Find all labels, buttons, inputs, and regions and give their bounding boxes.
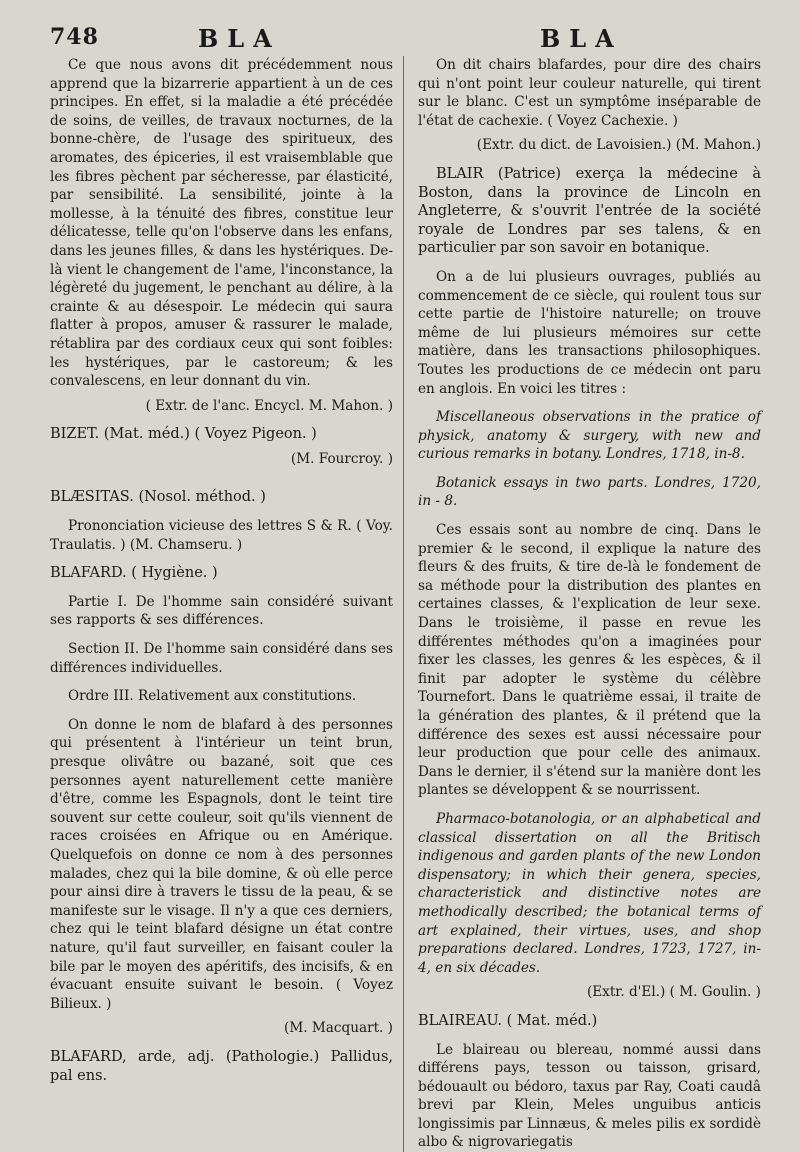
book-title: Miscellaneous observations in the pratice of physick, anatomy & surgery, with new and curious remarks in botany. Londres, 1718, in-8. — [418, 408, 761, 464]
book-title: Pharmaco-botanologia, or an alphabetical and classical dissertation on all the Britisch indigenous and garden plants of the new London dispensatory; in which their genera, species, characteristick and distinctive notes are methodically described; the botanical terms of art explained, their virtues, uses, and shop preparations declared. Londres, 1723, 1727, in-4, en six décades. — [418, 810, 761, 977]
ordre-heading: Ordre III. Relativement aux constitutions. — [50, 687, 393, 706]
section-heading: Section II. De l'homme sain considéré dans ses différences individuelles. — [50, 640, 393, 677]
paragraph: On dit chairs blafardes, pour dire des chairs qui n'ont point leur couleur naturelle, qui tirent sur le blanc. C'est un symptôme inséparable de l'état de cachexie. ( Voyez Cachexie. ) — [418, 56, 761, 130]
entry-blafard: BLAFARD. ( Hygiène. ) — [50, 564, 393, 583]
book-title: Botanick essays in two parts. Londres, 1720, in - 8. — [418, 474, 761, 511]
paragraph: Le blaireau ou blereau, nommé aussi dans différens pays, tesson ou taisson, grisard, bédouault ou bédoro, taxus par Ray, Coati caudâ brevi par Klein, Meles unguibus anticis longissimis par Linnæus, & meles pilis ex sordidè albo & nigrovariegatis — [418, 1041, 761, 1152]
author-note: (M. Fourcroy. ) — [50, 450, 393, 469]
entry-blafard-adj: BLAFARD, arde, adj. (Pathologie.) Pallidus, pal ens. — [50, 1048, 393, 1085]
source-note: (Extr. d'El.) ( M. Goulin. ) — [418, 983, 761, 1002]
entry-blair: BLAIR (Patrice) exerça la médecine à Boston, dans la province de Lincoln en Angleterre, & s'ouvrit l'entrée de la société royale de Londres par ses talens, & en particulier par son savoir en botanique. — [418, 165, 761, 258]
source-note: (Extr. du dict. de Lavoisien.) (M. Mahon.) — [418, 136, 761, 155]
paragraph: On donne le nom de blafard à des personnes qui présentent à l'intérieur un teint brun, presque olivâtre ou bazané, soit que ces personnes ayent naturellement cette manière d'être, comme les Espagnols, dont le teint tire souvent sur cette couleur, soit qu'ils viennent de races croisées en Afrique ou en Amérique. Quelquefois on donne ce nom à des personnes malades, chez qui la bile domine, & où elle perce pour ainsi dire à travers le tissu de la peau, & se manifeste sur le visage. Il n'y a que ces derniers, chez qui le teint blafard désigne un état contre nature, qu'il faut surveiller, en faisant couler la bile par le moyen des apéritifs, des incisifs, & en évacuant ensuite suivant le besoin. ( Voyez Bilieux. ) — [50, 716, 393, 1014]
entry-blaireau: BLAIREAU. ( Mat. méd.) — [418, 1012, 761, 1031]
partie-heading: Partie I. De l'homme sain considéré suivant ses rapports & ses différences. — [50, 593, 393, 630]
paragraph: Ce que nous avons dit précédemment nous apprend que la bizarrerie appartient à un de ces principes. En effet, si la maladie a été précédée de soins, de veilles, de travaux nocturnes, de la bonne-chère, de l'usage des spiritueux, des aromates, des épiceries, il est vraisemblable que les fibres pèchent par sécheresse, par élasticité, par sensibilité. La sensibilité, jointe à la mollesse, à la ténuité des fibres, constitue leur délicatesse, telle qu'on l'observe dans les enfans, dans les jeunes filles, & dans les hystériques. De-là vient le changement de l'ame, l'inconstance, la légèreté du jugement, le penchant au délire, à la crainte & au désespoir. Le médecin qui saura flatter à propos, amuser & rassurer le malade, rétablira par des cordiaux ceux qui sont foibles: les hystériques, par le castoreum; & les convalescens, en leur donnant du vin. — [50, 56, 393, 391]
page-header — [50, 22, 766, 56]
entry-blaesitas: BLÆSITAS. (Nosol. méthod. ) — [50, 488, 393, 507]
source-note: ( Extr. de l'anc. Encycl. M. Mahon. ) — [50, 397, 393, 416]
paragraph: Ces essais sont au nombre de cinq. Dans le premier & le second, il explique la nature des fleurs & des fruits, & tire de-là le fondement de sa méthode pour la distribution des plantes en certaines classes, & l'explication de leur sexe. Dans le troisième, il passe en revue les différentes méthodes qu'on a imaginées pour fixer les classes, les genres & les espèces, & il finit par adopter le système du célèbre Tournefort. Dans le quatrième essai, il traite de la génération des plantes, & il prétend que la différence des sexes est aussi nécessaire pour leur production que pour celle des animaux. Dans le dernier, il s'étend sur la manière dont les plantes se développent & se nourrissent. — [418, 521, 761, 800]
left-column — [50, 56, 404, 1152]
page-number: 748 — [50, 24, 99, 50]
paragraph: On a de lui plusieurs ouvrages, publiés au commencement de ce siècle, qui roulent tous sur cette partie de l'histoire naturelle; on trouve même de lui plusieurs mémoires sur cette matière, dans les transactions philosophiques. Toutes les productions de ce médecin ont paru en anglois. En voici les titres : — [418, 268, 761, 398]
author-note: (M. Macquart. ) — [50, 1019, 393, 1038]
columns — [50, 56, 766, 1152]
right-column — [404, 56, 761, 1152]
entry-bizet: BIZET. (Mat. méd.) ( Voyez Pigeon. ) — [50, 425, 393, 444]
running-title-left: BLA — [198, 24, 281, 53]
running-title-right: BLA — [540, 24, 623, 53]
paragraph: Prononciation vicieuse des lettres S & R. ( Voy. Traulatis. ) (M. Chamseru. ) — [50, 517, 393, 554]
